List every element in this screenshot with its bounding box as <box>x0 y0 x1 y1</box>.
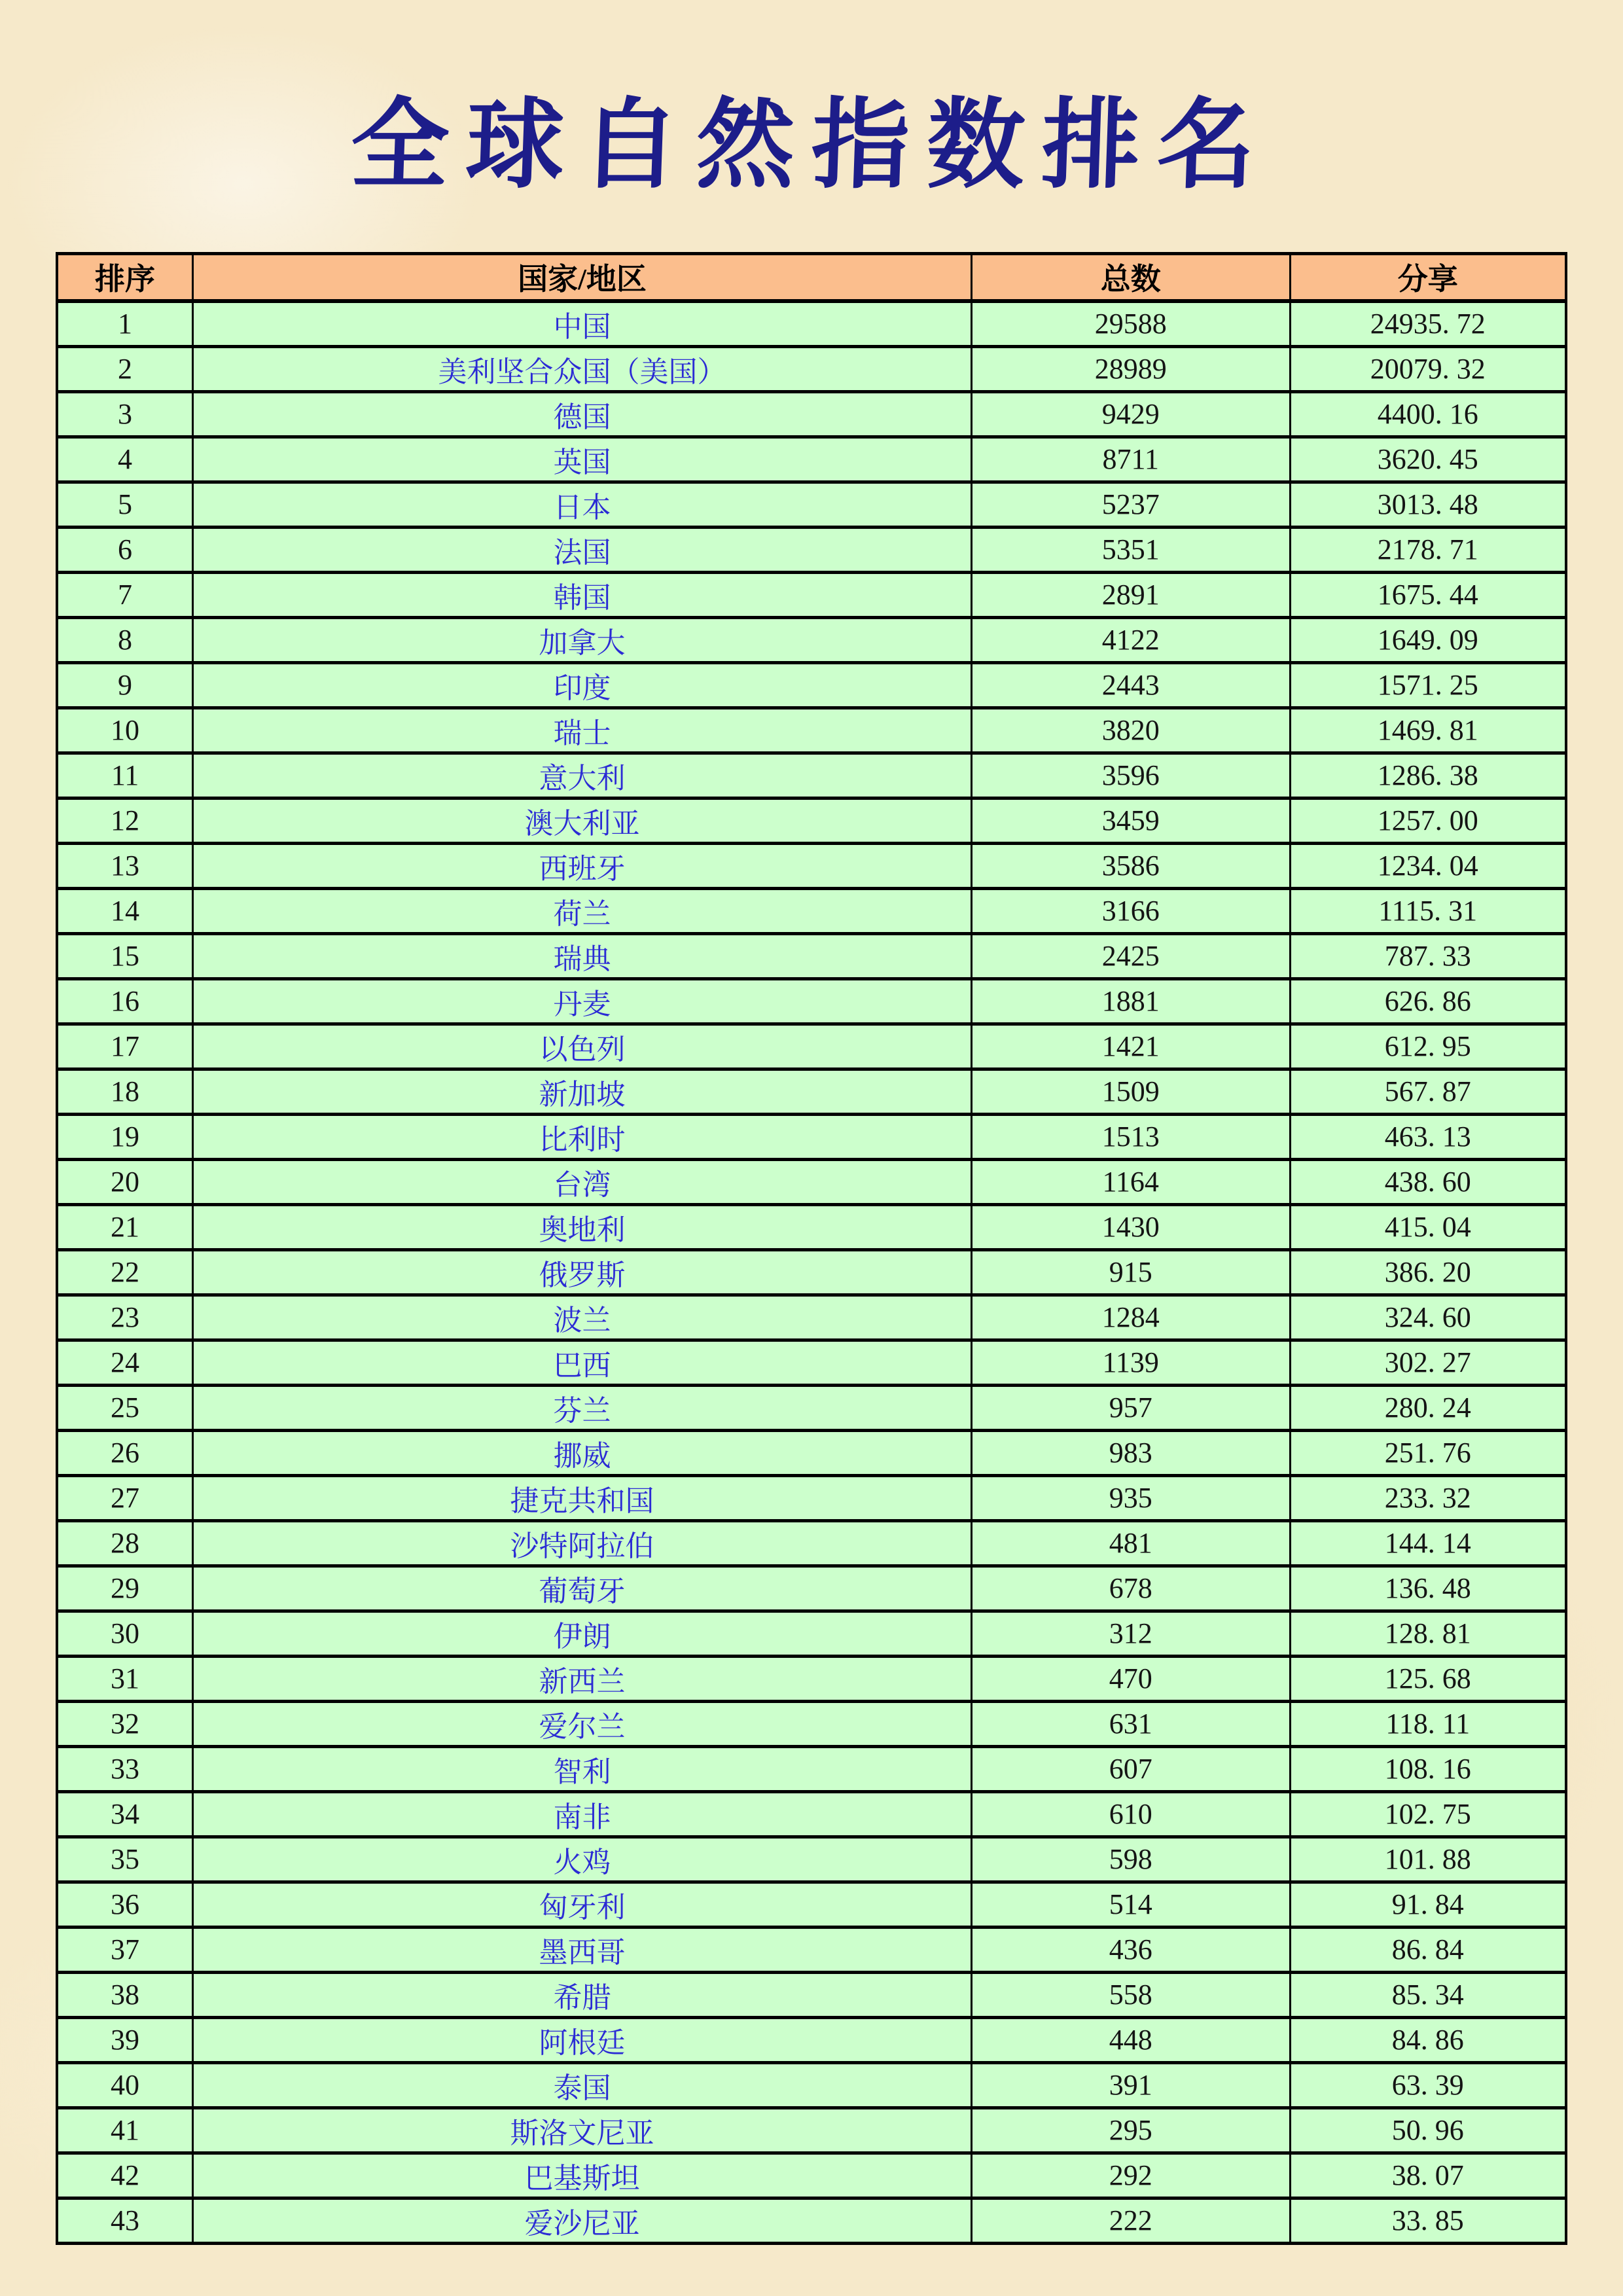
total-cell: 5237 <box>971 482 1290 527</box>
table-row <box>57 1024 1566 1069</box>
total-cell: 295 <box>971 2108 1290 2153</box>
rank-cell: 40 <box>57 2062 193 2108</box>
total-cell: 312 <box>971 1611 1290 1656</box>
country-cell: 韩国 <box>193 572 972 617</box>
share-cell: 24935. 72 <box>1290 301 1566 347</box>
total-cell: 3459 <box>971 798 1290 843</box>
share-cell: 128. 81 <box>1290 1611 1566 1656</box>
table-row <box>57 753 1566 798</box>
country-cell: 爱沙尼亚 <box>193 2198 972 2243</box>
country-cell: 新西兰 <box>193 1656 972 1701</box>
country-cell: 爱尔兰 <box>193 1701 972 1746</box>
country-cell: 南非 <box>193 1791 972 1837</box>
share-cell: 38. 07 <box>1290 2153 1566 2198</box>
total-cell: 9429 <box>971 391 1290 437</box>
rank-cell: 33 <box>57 1746 193 1791</box>
total-cell: 514 <box>971 1882 1290 1927</box>
total-cell: 3586 <box>971 843 1290 888</box>
country-cell: 台湾 <box>193 1159 972 1204</box>
table-row <box>57 346 1566 391</box>
table-row <box>57 1475 1566 1520</box>
table-row <box>57 1791 1566 1837</box>
table-row <box>57 1701 1566 1746</box>
total-cell: 607 <box>971 1746 1290 1791</box>
rank-cell: 43 <box>57 2198 193 2243</box>
total-cell: 3596 <box>971 753 1290 798</box>
rank-cell: 6 <box>57 527 193 572</box>
share-cell: 136. 48 <box>1290 1566 1566 1611</box>
share-cell: 1649. 09 <box>1290 617 1566 662</box>
total-cell: 222 <box>971 2198 1290 2243</box>
share-cell: 251. 76 <box>1290 1430 1566 1475</box>
rank-cell: 25 <box>57 1385 193 1430</box>
total-cell: 598 <box>971 1837 1290 1882</box>
table-row <box>57 1340 1566 1385</box>
rank-cell: 5 <box>57 482 193 527</box>
total-cell: 1881 <box>971 978 1290 1024</box>
table-row <box>57 2062 1566 2108</box>
rank-cell: 24 <box>57 1340 193 1385</box>
table-row <box>57 1249 1566 1295</box>
share-cell: 302. 27 <box>1290 1340 1566 1385</box>
country-cell: 葡萄牙 <box>193 1566 972 1611</box>
country-cell: 丹麦 <box>193 978 972 1024</box>
table-row <box>57 1927 1566 1972</box>
table-row <box>57 1159 1566 1204</box>
total-cell: 448 <box>971 2017 1290 2062</box>
country-cell: 希腊 <box>193 1972 972 2017</box>
total-cell: 1430 <box>971 1204 1290 1249</box>
table-row <box>57 933 1566 978</box>
share-cell: 626. 86 <box>1290 978 1566 1024</box>
table-row <box>57 1746 1566 1791</box>
share-cell: 91. 84 <box>1290 1882 1566 1927</box>
rank-cell: 7 <box>57 572 193 617</box>
share-cell: 1469. 81 <box>1290 708 1566 753</box>
total-cell: 610 <box>971 1791 1290 1837</box>
header-rank: 排序 <box>57 254 193 301</box>
rank-cell: 17 <box>57 1024 193 1069</box>
share-cell: 118. 11 <box>1290 1701 1566 1746</box>
total-cell: 5351 <box>971 527 1290 572</box>
share-cell: 102. 75 <box>1290 1791 1566 1837</box>
total-cell: 436 <box>971 1927 1290 1972</box>
table-row <box>57 527 1566 572</box>
country-cell: 以色列 <box>193 1024 972 1069</box>
share-cell: 144. 14 <box>1290 1520 1566 1566</box>
rank-cell: 12 <box>57 798 193 843</box>
country-cell: 智利 <box>193 1746 972 1791</box>
table-row <box>57 843 1566 888</box>
country-cell: 新加坡 <box>193 1069 972 1114</box>
share-cell: 386. 20 <box>1290 1249 1566 1295</box>
country-cell: 瑞典 <box>193 933 972 978</box>
rank-cell: 14 <box>57 888 193 933</box>
country-cell: 挪威 <box>193 1430 972 1475</box>
country-cell: 日本 <box>193 482 972 527</box>
table-row <box>57 1611 1566 1656</box>
share-cell: 3013. 48 <box>1290 482 1566 527</box>
country-cell: 英国 <box>193 437 972 482</box>
rank-cell: 30 <box>57 1611 193 1656</box>
country-cell: 西班牙 <box>193 843 972 888</box>
share-cell: 50. 96 <box>1290 2108 1566 2153</box>
country-cell: 波兰 <box>193 1295 972 1340</box>
share-cell: 324. 60 <box>1290 1295 1566 1340</box>
total-cell: 935 <box>971 1475 1290 1520</box>
table-row <box>57 888 1566 933</box>
total-cell: 28989 <box>971 346 1290 391</box>
table-row <box>57 301 1566 347</box>
rank-cell: 3 <box>57 391 193 437</box>
share-cell: 438. 60 <box>1290 1159 1566 1204</box>
rank-cell: 13 <box>57 843 193 888</box>
rank-cell: 34 <box>57 1791 193 1837</box>
table-row <box>57 391 1566 437</box>
table-row <box>57 1204 1566 1249</box>
share-cell: 86. 84 <box>1290 1927 1566 1972</box>
rank-cell: 22 <box>57 1249 193 1295</box>
rank-cell: 35 <box>57 1837 193 1882</box>
rank-cell: 8 <box>57 617 193 662</box>
share-cell: 787. 33 <box>1290 933 1566 978</box>
country-cell: 匈牙利 <box>193 1882 972 1927</box>
rank-cell: 21 <box>57 1204 193 1249</box>
country-cell: 火鸡 <box>193 1837 972 1882</box>
rank-cell: 31 <box>57 1656 193 1701</box>
total-cell: 1139 <box>971 1340 1290 1385</box>
table-row <box>57 437 1566 482</box>
table-row <box>57 1566 1566 1611</box>
share-cell: 1115. 31 <box>1290 888 1566 933</box>
rank-cell: 37 <box>57 1927 193 1972</box>
total-cell: 3166 <box>971 888 1290 933</box>
share-cell: 1257. 00 <box>1290 798 1566 843</box>
total-cell: 2443 <box>971 662 1290 708</box>
header-share: 分享 <box>1290 254 1566 301</box>
share-cell: 415. 04 <box>1290 1204 1566 1249</box>
total-cell: 631 <box>971 1701 1290 1746</box>
total-cell: 29588 <box>971 301 1290 347</box>
rank-cell: 9 <box>57 662 193 708</box>
country-cell: 中国 <box>193 301 972 347</box>
table-row <box>57 1430 1566 1475</box>
table-row <box>57 798 1566 843</box>
total-cell: 983 <box>971 1430 1290 1475</box>
country-cell: 沙特阿拉伯 <box>193 1520 972 1566</box>
share-cell: 108. 16 <box>1290 1746 1566 1791</box>
share-cell: 612. 95 <box>1290 1024 1566 1069</box>
share-cell: 567. 87 <box>1290 1069 1566 1114</box>
share-cell: 1571. 25 <box>1290 662 1566 708</box>
table-row <box>57 2108 1566 2153</box>
total-cell: 678 <box>971 1566 1290 1611</box>
share-cell: 4400. 16 <box>1290 391 1566 437</box>
rank-cell: 4 <box>57 437 193 482</box>
total-cell: 391 <box>971 2062 1290 2108</box>
table-row <box>57 708 1566 753</box>
country-cell: 意大利 <box>193 753 972 798</box>
country-cell: 斯洛文尼亚 <box>193 2108 972 2153</box>
rank-cell: 39 <box>57 2017 193 2062</box>
rank-cell: 27 <box>57 1475 193 1520</box>
rank-cell: 32 <box>57 1701 193 1746</box>
table-row <box>57 617 1566 662</box>
country-cell: 巴西 <box>193 1340 972 1385</box>
country-cell: 伊朗 <box>193 1611 972 1656</box>
table-row <box>57 2198 1566 2243</box>
table-row <box>57 2153 1566 2198</box>
total-cell: 558 <box>971 1972 1290 2017</box>
ranking-table <box>56 252 1567 2245</box>
share-cell: 33. 85 <box>1290 2198 1566 2243</box>
rank-cell: 28 <box>57 1520 193 1566</box>
rank-cell: 2 <box>57 346 193 391</box>
table-row <box>57 1837 1566 1882</box>
table-body <box>57 301 1566 2244</box>
total-cell: 470 <box>971 1656 1290 1701</box>
table-header <box>57 254 1566 301</box>
country-cell: 巴基斯坦 <box>193 2153 972 2198</box>
country-cell: 奥地利 <box>193 1204 972 1249</box>
table-row <box>57 1295 1566 1340</box>
table-row <box>57 1069 1566 1114</box>
rank-cell: 29 <box>57 1566 193 1611</box>
share-cell: 2178. 71 <box>1290 527 1566 572</box>
header-row <box>57 254 1566 301</box>
share-cell: 1675. 44 <box>1290 572 1566 617</box>
share-cell: 101. 88 <box>1290 1837 1566 1882</box>
share-cell: 20079. 32 <box>1290 346 1566 391</box>
rank-cell: 1 <box>57 301 193 347</box>
country-cell: 德国 <box>193 391 972 437</box>
rank-cell: 42 <box>57 2153 193 2198</box>
page-title: 全球自然指数排名 <box>348 87 1275 202</box>
rank-cell: 41 <box>57 2108 193 2153</box>
header-country: 国家/地区 <box>193 254 972 301</box>
country-cell: 加拿大 <box>193 617 972 662</box>
table-row <box>57 1520 1566 1566</box>
table-row <box>57 1882 1566 1927</box>
total-cell: 3820 <box>971 708 1290 753</box>
total-cell: 292 <box>971 2153 1290 2198</box>
total-cell: 4122 <box>971 617 1290 662</box>
share-cell: 3620. 45 <box>1290 437 1566 482</box>
share-cell: 84. 86 <box>1290 2017 1566 2062</box>
total-cell: 1164 <box>971 1159 1290 1204</box>
share-cell: 1234. 04 <box>1290 843 1566 888</box>
table-row <box>57 1114 1566 1159</box>
share-cell: 280. 24 <box>1290 1385 1566 1430</box>
table-row <box>57 662 1566 708</box>
total-cell: 1509 <box>971 1069 1290 1114</box>
rank-cell: 36 <box>57 1882 193 1927</box>
rank-cell: 38 <box>57 1972 193 2017</box>
rank-cell: 15 <box>57 933 193 978</box>
country-cell: 芬兰 <box>193 1385 972 1430</box>
share-cell: 125. 68 <box>1290 1656 1566 1701</box>
country-cell: 瑞士 <box>193 708 972 753</box>
total-cell: 8711 <box>971 437 1290 482</box>
table-row <box>57 1656 1566 1701</box>
table-row <box>57 482 1566 527</box>
total-cell: 2425 <box>971 933 1290 978</box>
table-row <box>57 1385 1566 1430</box>
share-cell: 63. 39 <box>1290 2062 1566 2108</box>
country-cell: 比利时 <box>193 1114 972 1159</box>
total-cell: 957 <box>971 1385 1290 1430</box>
country-cell: 阿根廷 <box>193 2017 972 2062</box>
rank-cell: 23 <box>57 1295 193 1340</box>
country-cell: 澳大利亚 <box>193 798 972 843</box>
share-cell: 463. 13 <box>1290 1114 1566 1159</box>
share-cell: 85. 34 <box>1290 1972 1566 2017</box>
country-cell: 荷兰 <box>193 888 972 933</box>
rank-cell: 19 <box>57 1114 193 1159</box>
country-cell: 墨西哥 <box>193 1927 972 1972</box>
rank-cell: 20 <box>57 1159 193 1204</box>
rank-cell: 11 <box>57 753 193 798</box>
header-total: 总数 <box>971 254 1290 301</box>
table-row <box>57 978 1566 1024</box>
rank-cell: 16 <box>57 978 193 1024</box>
table-row <box>57 2017 1566 2062</box>
country-cell: 印度 <box>193 662 972 708</box>
table-row <box>57 572 1566 617</box>
country-cell: 俄罗斯 <box>193 1249 972 1295</box>
rank-cell: 18 <box>57 1069 193 1114</box>
rank-cell: 10 <box>57 708 193 753</box>
total-cell: 2891 <box>971 572 1290 617</box>
share-cell: 233. 32 <box>1290 1475 1566 1520</box>
country-cell: 捷克共和国 <box>193 1475 972 1520</box>
total-cell: 1284 <box>971 1295 1290 1340</box>
total-cell: 481 <box>971 1520 1290 1566</box>
total-cell: 915 <box>971 1249 1290 1295</box>
country-cell: 美利坚合众国（美国） <box>193 346 972 391</box>
share-cell: 1286. 38 <box>1290 753 1566 798</box>
total-cell: 1421 <box>971 1024 1290 1069</box>
total-cell: 1513 <box>971 1114 1290 1159</box>
table-row <box>57 1972 1566 2017</box>
rank-cell: 26 <box>57 1430 193 1475</box>
country-cell: 法国 <box>193 527 972 572</box>
country-cell: 泰国 <box>193 2062 972 2108</box>
